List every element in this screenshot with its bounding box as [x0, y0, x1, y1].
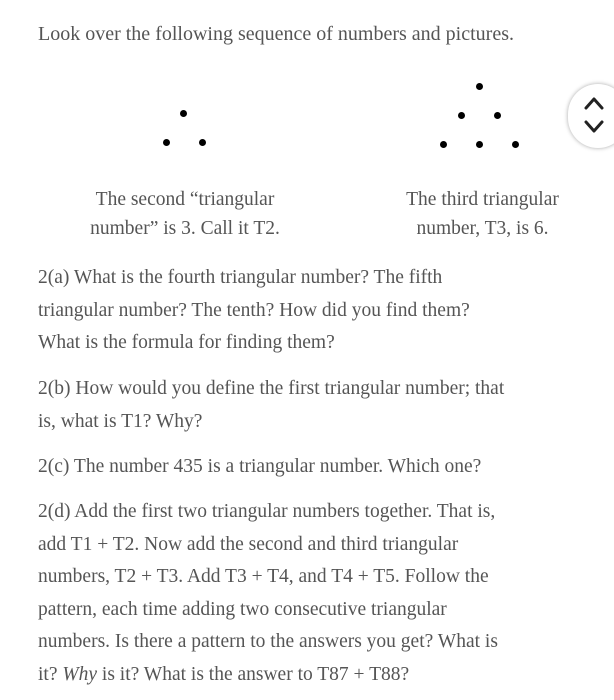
question-line [38, 659, 578, 692]
prev-button[interactable] [582, 92, 606, 114]
dot [476, 141, 483, 148]
emphasis-why: Why [62, 663, 98, 685]
question-line: 2(b) How would you define the first triangular number; that [38, 378, 505, 399]
question-2b [38, 373, 578, 438]
dot [494, 112, 501, 119]
dot [476, 83, 483, 90]
question-line: 2(d) Add the first two triangular numbers together. That is, [38, 501, 496, 522]
page-nav-control [568, 84, 614, 148]
question-line: What is the formula for finding them? [38, 332, 335, 353]
question-line: 2(c) The number 435 is a triangular number. Which one? [38, 456, 482, 477]
dot [458, 112, 465, 119]
question-line: pattern, each time adding two consecutive triangular [38, 598, 447, 620]
dot [180, 110, 187, 117]
question-2c [38, 451, 578, 484]
caption-second-triangular [55, 185, 315, 243]
chevron-up-icon [582, 92, 606, 114]
caption-line: The third triangular [406, 189, 559, 210]
question-line: triangular number? The tenth? How did you find them? [38, 299, 470, 321]
caption-line: number” is 3. Call it T2. [90, 218, 280, 239]
question-text: is it? What is the answer to T87 + T88? [97, 663, 410, 685]
question-line: numbers, T2 + T3. Add T3 + T4, and T4 + T5. Follow the [38, 566, 489, 587]
question-2a [38, 262, 578, 360]
dot [199, 139, 206, 146]
question-text: it? [38, 663, 63, 685]
question-line: add T1 + T2. Now add the second and third triangular [38, 533, 459, 555]
question-line: is, what is T1? Why? [38, 410, 203, 432]
question-line: 2(a) What is the fourth triangular number? The fifth [38, 267, 443, 288]
dot [512, 141, 519, 148]
dot [163, 139, 170, 146]
caption-line: The second “triangular [95, 189, 275, 210]
question-line: numbers. Is there a pattern to the answers you get? What is [38, 631, 498, 652]
intro-text: Look over the following sequence of numbers and pictures. [38, 23, 514, 45]
next-button[interactable] [582, 116, 606, 138]
question-2d [38, 496, 578, 691]
chevron-down-icon [582, 116, 606, 138]
dot [440, 141, 447, 148]
caption-line: number, T3, is 6. [416, 218, 549, 239]
caption-third-triangular [370, 185, 595, 243]
